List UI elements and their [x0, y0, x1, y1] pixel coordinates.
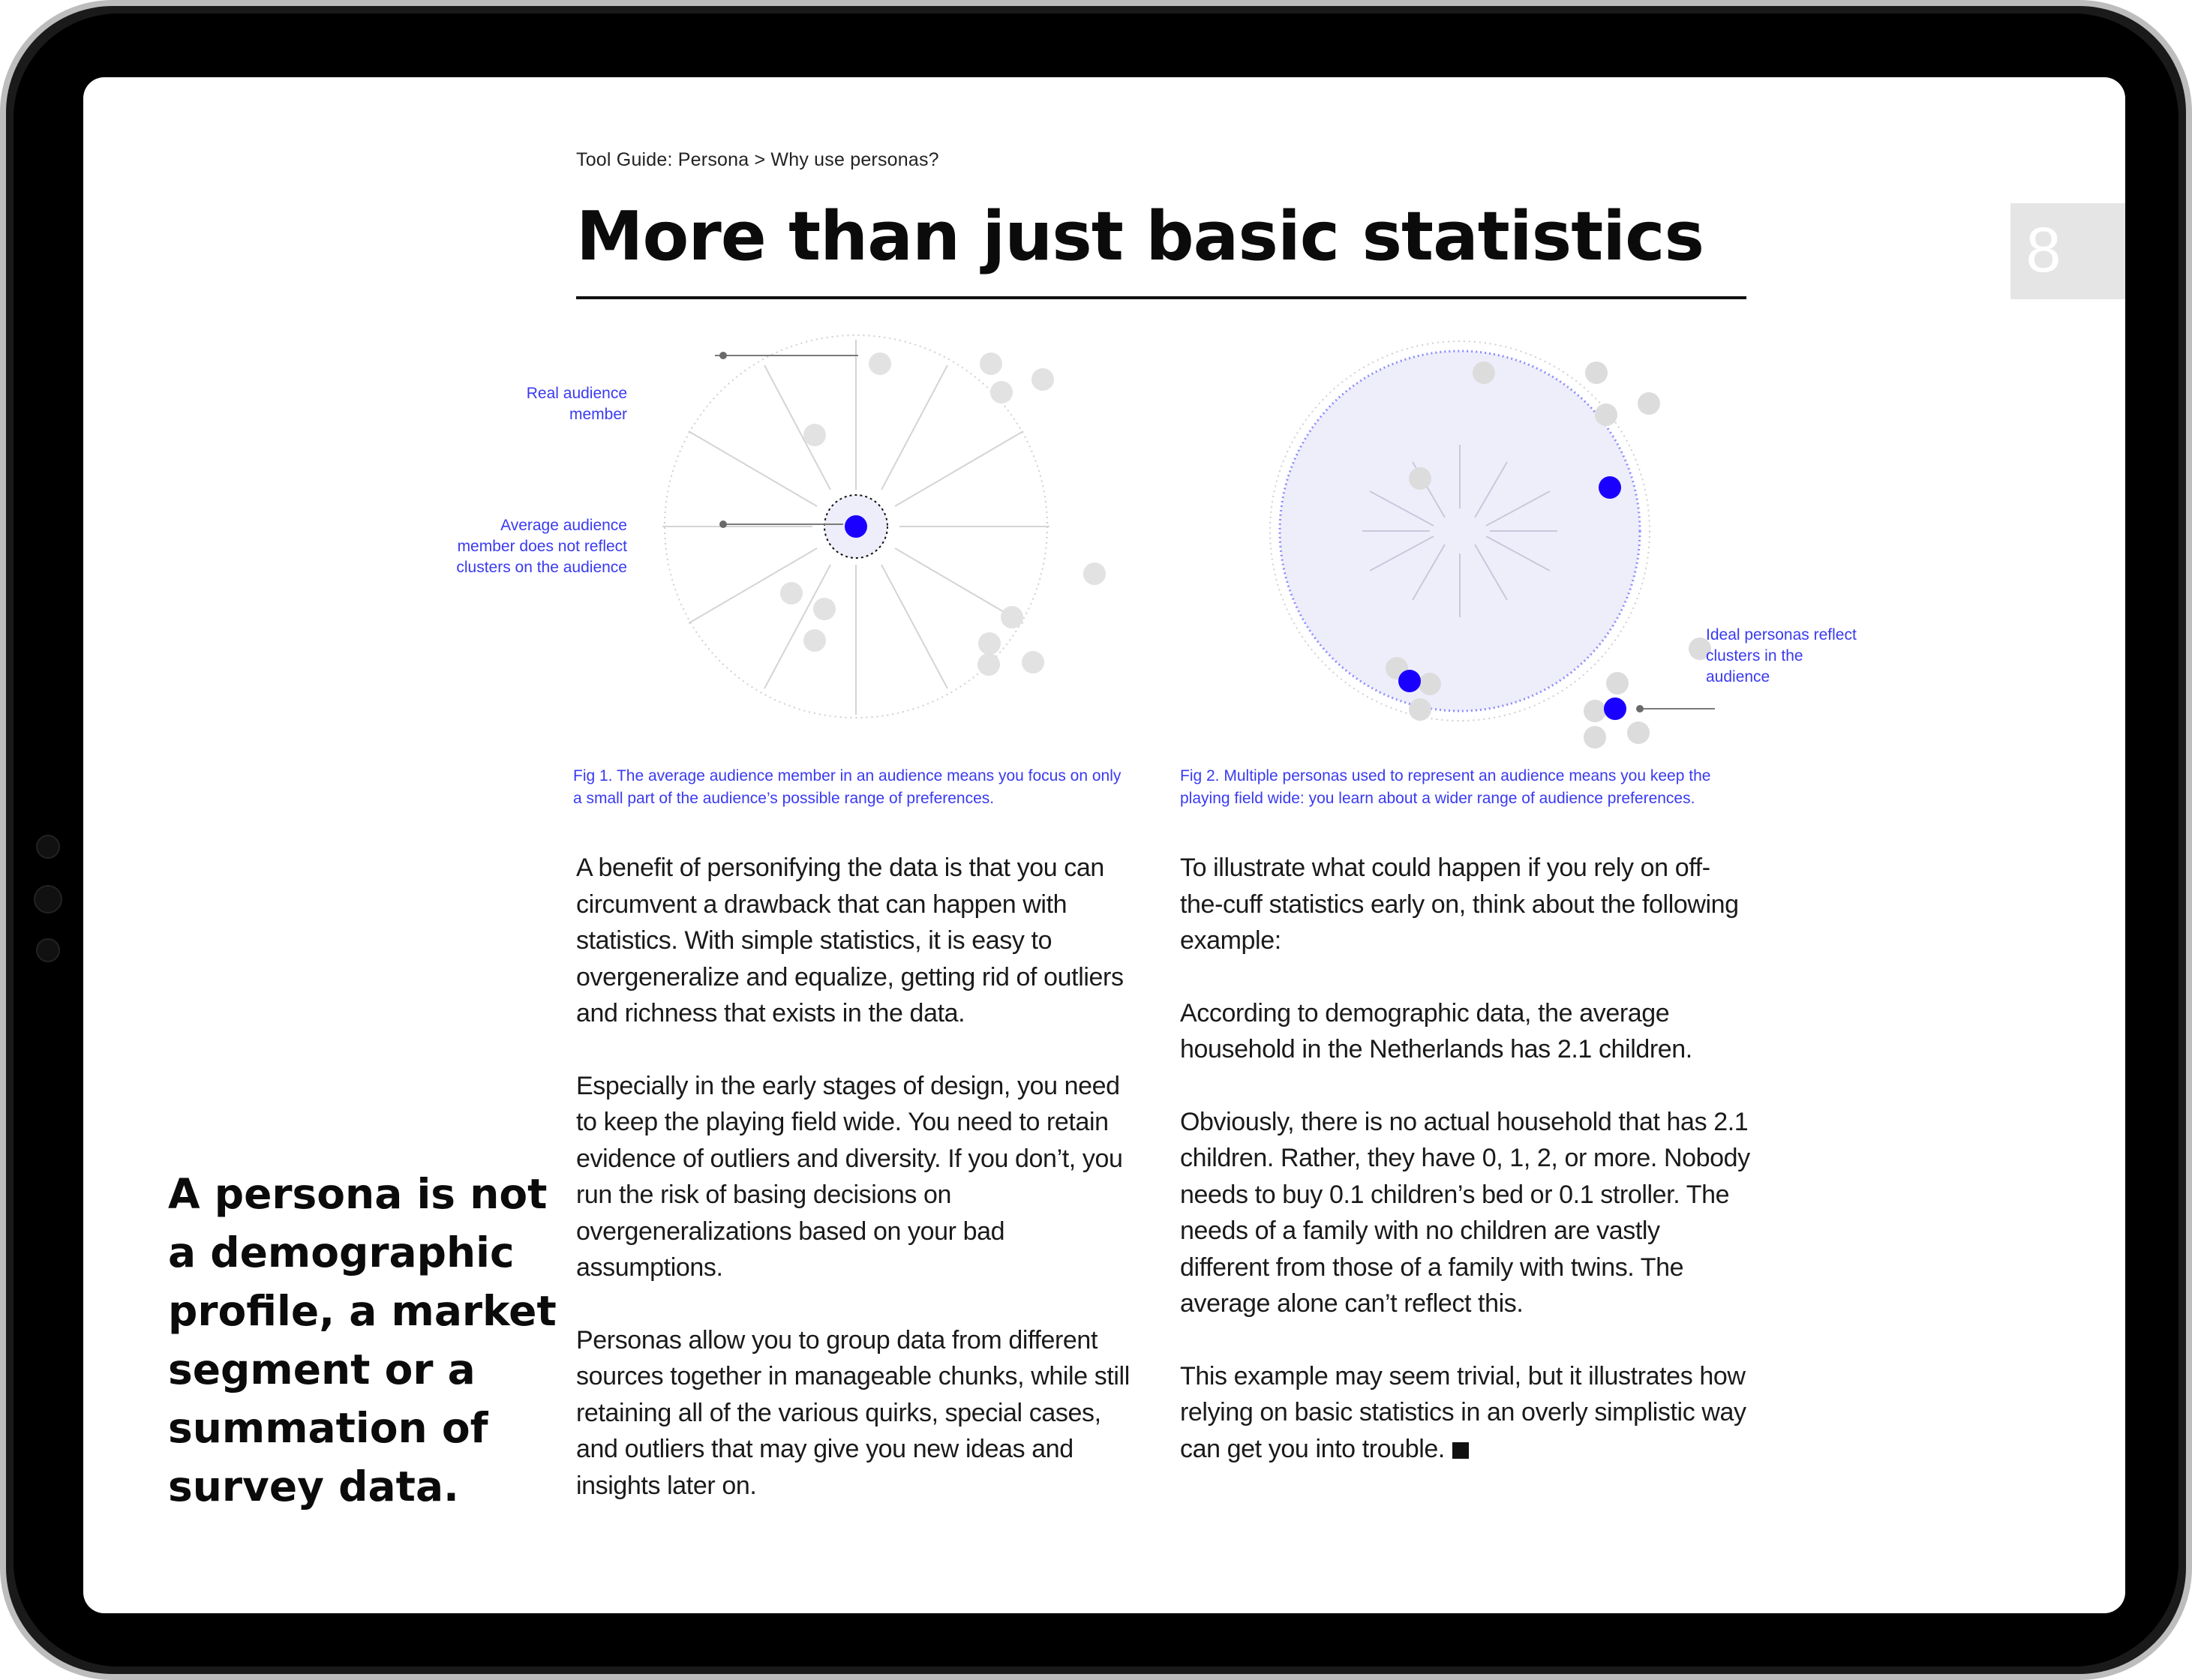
page-number-tab — [2010, 203, 2125, 299]
sensor-icon — [34, 885, 62, 914]
right-body-column — [1180, 850, 1750, 1467]
leader-dot-ideal — [1636, 705, 1644, 712]
figure-1-caption: Fig 1. The average audience member in an audience means you focus on only a small part of the audience’s possible range of preferences. — [573, 767, 1122, 807]
audience-area — [1280, 351, 1640, 711]
left-paragraph-2: Especially in the early stages of design, you need to keep the playing field wide. You need to retain evidence of outliers and diversity. If you don’t, you run the risk of basing decisions on overgeneralizations based on your bad assumptions. — [576, 1071, 1123, 1282]
left-body-column — [576, 850, 1146, 1540]
end-mark-icon — [1452, 1442, 1469, 1459]
persona-dot — [1398, 670, 1421, 692]
persona-dot — [1604, 698, 1626, 720]
camera-icon — [36, 835, 60, 859]
label-average-audience-member: Average audience member does not reflect clusters on the audience — [456, 517, 627, 576]
persona-dot — [1599, 476, 1621, 499]
right-paragraph-1: To illustrate what could happen if you rely on off-the-cuff statistics early on, think about the following example: — [1180, 854, 1739, 955]
right-paragraph-4-wrap — [1180, 1358, 1750, 1468]
sensor-icon — [36, 938, 60, 962]
leader-dot-real — [719, 352, 727, 359]
average-member-dot — [845, 515, 867, 538]
figure-1-diagram — [661, 332, 1141, 812]
figure-2-diagram — [1265, 332, 1730, 797]
label-real-audience-member: Real audience member — [526, 385, 627, 423]
page-title: More than just basic statistics — [576, 197, 1704, 276]
label-ideal-personas: Ideal personas reflect clusters in the audience — [1706, 626, 1857, 686]
left-paragraph-3: Personas allow you to group data from different sources together in manageable chunks, while still retaining all of the various quirks, special cases, and outliers that may give you new ideas and insights later on. — [576, 1325, 1130, 1500]
right-paragraph-3: Obviously, there is no actual household that has 2.1 children. Rather, they have 0, 1, 2, or more. Nobody needs to buy 0.1 children’s bed or 0.1 stroller. The needs of a family with no children are vastly different from those of a family with twins. The average alone can’t reflect this. — [1180, 1107, 1750, 1318]
page-number: 8 — [2025, 214, 2061, 285]
left-paragraph-1: A benefit of personifying the data is that you can circumvent a drawback that can happen with statistics. With simple statistics, it is easy to overgeneralize and equalize, getting rid of outliers and richness that exists in the data. — [576, 854, 1124, 1028]
breadcrumb: Tool Guide: Persona > Why use personas? — [576, 149, 939, 170]
right-paragraph-2: According to demographic data, the average household in the Netherlands has 2.1 children. — [1180, 998, 1692, 1064]
page-screen — [83, 77, 2125, 1613]
right-paragraph-4: This example may seem trivial, but it illustrates how relying on basic statistics in an overly simplistic way can get you into trouble. — [1180, 1361, 1746, 1463]
leader-dot-average — [719, 520, 727, 528]
title-divider — [576, 296, 1746, 299]
pullquote: A persona is not a demographic profile, a market segment or a summation of survey data. — [168, 1170, 557, 1510]
figure-2-caption: Fig 2. Multiple personas used to represent an audience means you keep the playing field wide: you learn about a wider range of audience preferences. — [1180, 767, 1711, 807]
